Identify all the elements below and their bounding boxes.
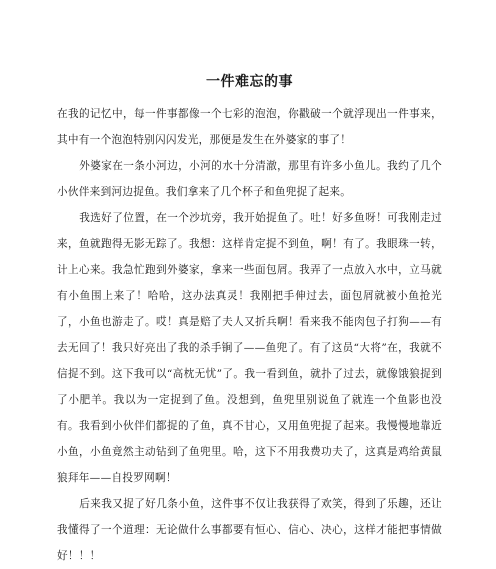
paragraph-4: 后来我又捉了好几条小鱼，这件事不仅让我获得了欢笑，得到了乐趣，还让我懂得了一个道理：无论做什么事都要有恒心、信心、决心，这样才能把事情做好！！！ bbox=[57, 498, 442, 562]
document-title: 一件难忘的事 bbox=[206, 74, 293, 90]
paragraph-2: 外婆家在一条小河边，小河的水十分清澈，那里有许多小鱼儿。我约了几个小伙伴来到河边捉鱼。我们拿来了几个杯子和鱼兜捉了起来。 bbox=[57, 160, 442, 198]
paragraph-3: 我选好了位置，在一个沙坑旁，我开始捉鱼了。吐！好多鱼呀！可我刚走过来，鱼就跑得无影无踪了。我想：这样肯定捉不到鱼，啊！有了。我眼珠一转，计上心来。我急忙跑到外婆家，拿来一些面包屑。我弄了一点放入水中，立马就有小鱼围上来了！哈哈，这办法真灵！我刚把手伸过去，面包屑就被小鱼抢光了，小鱼也游走了。哎！真是赔了夫人又折兵啊！看来我不能肉包子打狗——有去无回了！我只好亮出了我的杀手锏了——鱼兜了。有了这员“大将”在，我就不信捉不到。这下我可以“高枕无忧”了。我一看到鱼，就扑了过去，就像饿狼捉到了小肥羊。我以为一定捉到了鱼。没想到，鱼兜里别说鱼了就连一个鱼影也没有。我看到小伙伴们都捉的了鱼，真不甘心，又用鱼兜捉了起来。我慢慢地靠近小鱼，小鱼竟然主动钻到了鱼兜里。哈，这下不用我费功夫了，这真是鸡给黄鼠狼拜年——自投罗网啊！ bbox=[57, 212, 442, 484]
paragraph-1: 在我的记忆中，每一件事都像一个七彩的泡泡，你戳破一个就浮现出一件事来，其中有一个泡泡特别闪闪发光，那便是发生在外婆家的事了！ bbox=[57, 108, 442, 146]
